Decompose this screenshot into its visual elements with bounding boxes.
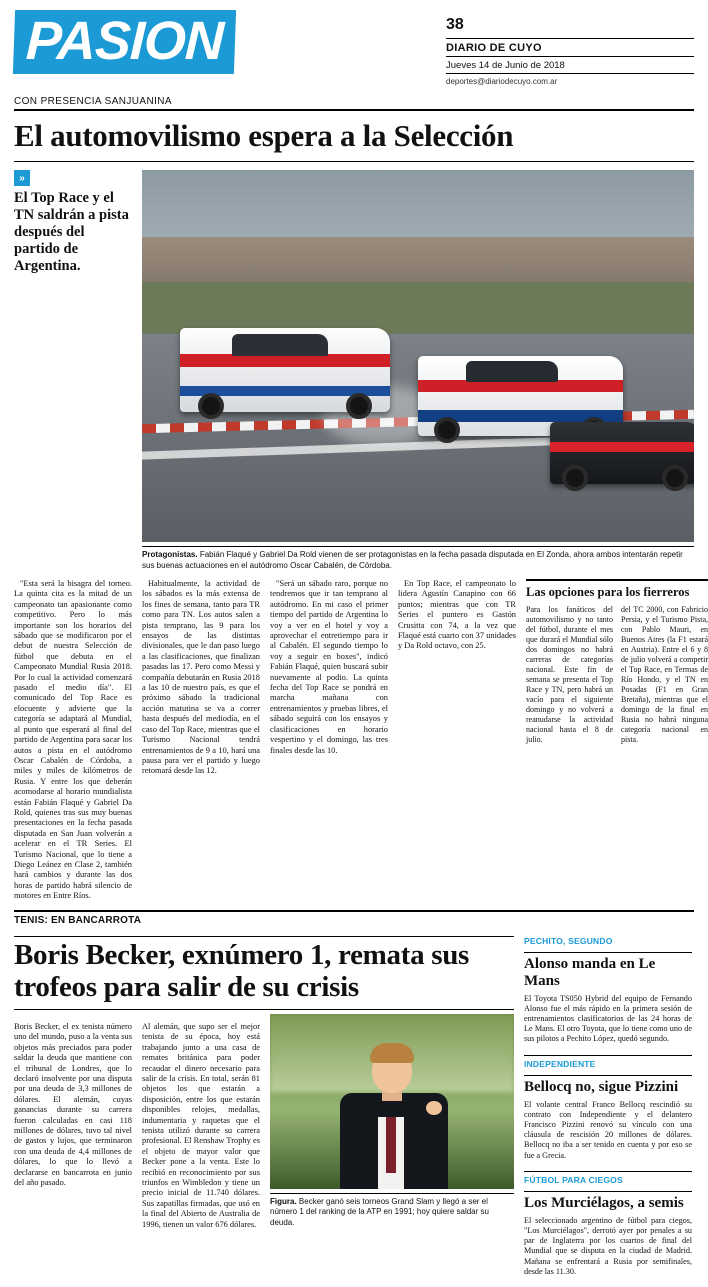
section-tag: TENIS: EN BANCARROTA <box>14 914 142 926</box>
headline-underline <box>14 161 694 162</box>
top-story-body <box>14 579 708 902</box>
car-window <box>466 361 558 382</box>
becker-photo-wrap <box>270 1014 514 1239</box>
masthead-divider-bot <box>446 73 694 74</box>
becker-photo-caption <box>270 1193 514 1229</box>
lower-area <box>14 936 694 1287</box>
rail-divider <box>524 1055 692 1056</box>
options-box-column-2: del TC 2000, con Fabricio Persia, y el Turismo Pista, con Pablo Mauri, en Buenos Aires (la F1 estará en Austria). Entre el 6 y 8 de julio volverá a competir el Top Race, en Termas de Río Hondo, y el TN en Posadas (F1 en Gran Bretaña), mientras que el domingo de la final en Rusia no habrá ninguna categoría nacional en pista. <box>621 605 708 744</box>
section-rule-mid <box>14 936 514 937</box>
caption-text: Becker ganó seis torneos Grand Slam y llegó a ser el número 1 del ranking de la ATP en 1991; hoy quiere saldar su deuda. <box>270 1196 489 1227</box>
logo-wrap <box>14 10 235 74</box>
top-story-column-3 <box>270 579 388 902</box>
rail-divider <box>524 952 692 953</box>
paper-name: DIARIO DE CUYO <box>446 42 542 54</box>
becker-headline: Boris Becker, exnúmero 1, remata sus trofeos para salir de su crisis <box>14 938 470 1003</box>
becker-column-1 <box>14 1014 132 1239</box>
top-story-photo-column <box>142 170 694 571</box>
race-car-dark <box>550 422 694 484</box>
rail-kicker: FÚTBOL PARA CIEGOS <box>524 1174 623 1185</box>
caption-lead: Figura. <box>270 1196 297 1206</box>
photo-grass <box>142 282 694 334</box>
figure-tie <box>386 1117 396 1173</box>
becker-photo <box>270 1014 514 1189</box>
caption-lead: Protagonistas. <box>142 550 198 559</box>
paper-date: Jueves 14 de Junio de 2018 <box>446 60 565 71</box>
masthead-info <box>444 10 694 86</box>
options-box-title: Las opciones para los fierreros <box>526 585 690 599</box>
masthead-divider-top <box>446 38 694 39</box>
paragraph: Al alemán, que supo ser el mejor tenista de su época, hoy está trabajando junto a una casa de remates británica para poder recaudar el dinero necesario para salir de la crisis. En total, serán 81 objetos los que estarán a disposición, entre los que estarán disponibles relojes, medallas, indumentaria y raquetas que el tenista utilizó durante su carrera profesional. El Renshaw Trophy es el objeto de mayor valor que Becker pone a la venta. Este lo recibió en reconocimiento por sus triunfos en Wimbledon y tiene un precio inicial de 11.740 dólares. Sus zapatillas firmadas, que usó en la final del Abierto de Australia de 1996, tienen un valor 676 dólares. <box>142 1021 260 1229</box>
top-story-layout <box>14 170 694 571</box>
car-wheel-front <box>434 417 460 443</box>
page-number: 38 <box>446 16 464 33</box>
rail-divider-2 <box>524 1075 692 1076</box>
caption-text: Fabián Flaqué y Gabriel Da Rold vienen de ser protagonistas en la fecha pasada disputada en El Zonda, ahora ambos intentarán repetir sus buenas actuaciones en el autódromo Oscar Cabalén, de Córdoba. <box>142 550 683 570</box>
rail-title[interactable]: Los Murciélagos, a semis <box>524 1194 684 1211</box>
becker-body <box>14 1014 514 1239</box>
pasion-logo: PASION <box>13 10 236 74</box>
right-rail <box>524 936 692 1287</box>
race-car-white-1 <box>180 328 390 412</box>
becker-figure <box>334 1039 454 1189</box>
options-box-column-1: Para los fanáticos del automovilismo y no tanto del fútbol, durante el mes que durará el Mundial sólo dos domingos no habrá carreras de categorías nacional. Este fin de semana se presenta el Top Race y TN, pero habrá un vacío para el siguiente domingo y no volverá a reanudarse la actividad nacional hasta el 8 de julio. <box>526 605 613 744</box>
rail-text: El Toyota TS050 Hybrid del equipo de Fernando Alonso fue el más rápido en la primera sesión de entrenamientos clasificatorios de las 24 horas de Le Mans. El otro Toyota, que lo tiene como uno de sus pilotos a Pechito López, quedó segundo. <box>524 993 692 1044</box>
top-story-kicker-row <box>14 96 694 111</box>
top-story-lead: El Top Race y el TN saldrán a pista después del partido de Argentina. <box>14 190 129 274</box>
figure-hair <box>370 1043 414 1063</box>
car-wheel-rear <box>346 393 372 419</box>
paragraph: En Top Race, el campeonato lo lidera Agustín Canapino con 66 puntos; mientras que con TR Series el puntero es Gastón Crusitta con 74, a la vez que Flaqué está cuarto con 37 unidades y Da Rold octavo, con 25. <box>398 579 516 651</box>
car-red-band <box>550 442 694 452</box>
rail-item-alonso <box>524 936 692 1045</box>
chevron-right-icon: » <box>14 170 30 186</box>
rail-item-independiente <box>524 1055 692 1161</box>
top-story-column-2 <box>142 579 260 902</box>
paragraph: Habitualmente, la actividad de los sábados es la más extensa de los fines de semana, tanto para TR como para TN. Los autos salen a pista temprano, las 9 para los ensayos de las distintas divisionales, que le dan paso luego a las clasificaciones, que finalizan pasadas las 17. Pero como Messi y compañía debutarán en Rusia 2018 a las 10 de nuestro país, es que el próximo sábado la tradicional acción matutina se va a correr hasta después del mediodía, en el caso del Top Race, mientras que el Turismo Nacional tendrá entrenamientos de 9 a 10, hará una pausa para ver el partido y luego retomará desde las 12. <box>142 579 260 776</box>
rail-item-murcielagos <box>524 1171 692 1277</box>
becker-column-2 <box>142 1014 260 1239</box>
lead-flag <box>14 170 132 186</box>
figure-hand <box>426 1101 442 1115</box>
options-box <box>526 579 708 902</box>
rail-kicker: PECHITO, SEGUNDO <box>524 935 613 946</box>
top-story-kicker: CON PRESENCIA SANJUANINA <box>14 96 172 107</box>
race-photo-caption <box>142 546 694 571</box>
options-box-columns <box>526 605 708 745</box>
becker-story <box>14 936 514 1287</box>
paragraph: "Será un sábado raro, porque no tendremos que ir tan temprano al autódromo. En mi caso el primer tiempo del partido de Argentina lo voy a ver en el hotel y voy a aprovechar el entretiempo para ir al Cabalén. El segundo tiempo lo voy a seguir en boxes", indicó Fabián Flaqué, quien buscará subir nuevamente al podio. La quinta fecha del Top Race se pondrá en marcha mañana con entrenamientos y pruebas libres, el sábado seguirá con los ensayos y clasificaciones en horario vespertino y el domingo, las tres finales desde las 10. <box>270 579 388 755</box>
top-story-headline: El automovilismo espera a la Selección <box>14 118 514 153</box>
rail-divider-2 <box>524 1191 692 1192</box>
rail-title[interactable]: Bellocq no, sigue Pizzini <box>524 1078 679 1095</box>
paragraph: "Esta será la bisagra del torneo. La quinta cita es la mitad de un campeonato tan apasionante como competitivo. Pero lo más importante son los horarios del sábado que se modificaron por el debut de nuestra Selección de fútbol que debuta en el Campeonato Mundial Rusia 2018. Por lo cual la actividad comenzará pasado el medio día". El comunicado del Top Race es elocuente y advierte que la categoría se adaptará al Mundial, al punto que esperará al final del partido de Argentina para sacar los autos a pista en el autódromo Oscar Cabalén de Córdoba, a miles y miles de kilómetros de Rusia. Y entre los que deberán acomodarse al horario mundialista están Fabián Flaqué y Gabriel Da Rold, quienes tras sus muy buenas presentaciones en la fecha pasada disputada en San Juan volverán a acelerar en el TR Series. El Turismo Nacional, que lo tiene a Diego Leánez en Clase 2, también hará cambios y durante las dos horas de partido habrá silencio de motores en Entre Ríos. <box>14 579 132 901</box>
rail-title[interactable]: Alonso manda en Le Mans <box>524 955 656 989</box>
masthead-divider-mid <box>446 56 694 57</box>
rail-divider <box>524 1171 692 1172</box>
paragraph: Boris Becker, el ex tenista número uno del mundo, puso a la venta sus objetos más preciados para poder saldar la deuda que mantiene con el tribunal de Londres, que lo declaró insolvente por una disputa por una deuda de 3,3 millones de dólares. El alemán, cuyas ganancias durante su carrera fueron calculadas en casi 118 millones de dólares, tuvo tal nivel de gastos y lujos, que terminaron con una deuda de 4,4 millones de dólares, lo que lo llevó a declararse en bancarrota en junio del año pasado. <box>14 1021 132 1188</box>
car-wheel-front <box>562 465 588 491</box>
rail-text: El volante central Franco Bellocq rescindió su contrato con Independiente y el delantero Francisco Pizzini renovó su vínculo con una cláusula de rescisión 20 millones de dólares. Bellocq no iba a ser tenido en cuenta y por eso se fue a Grecia. <box>524 1099 692 1160</box>
top-story-column-4 <box>398 579 516 902</box>
masthead <box>14 10 694 86</box>
paper-email: deportes@diariodecuyo.com.ar <box>446 77 558 86</box>
car-wheel-rear <box>662 465 688 491</box>
top-story-column-1 <box>14 579 132 902</box>
rail-kicker: INDEPENDIENTE <box>524 1058 596 1069</box>
race-photo <box>142 170 694 542</box>
becker-headline-underline <box>14 1009 514 1010</box>
top-story-lead-column <box>14 170 132 571</box>
car-window <box>232 334 328 356</box>
rail-text: El seleccionado argentino de fútbol para ciegos, "Los Murciélagos", derrotó ayer por penales a su par de Inglaterra por los cuartos de final del Mundial que se disputa en la ciudad de Madrid. Mañana se enfrentará a Rusia por semifinales, desde las 11.30. <box>524 1215 692 1276</box>
car-wheel-front <box>198 393 224 419</box>
